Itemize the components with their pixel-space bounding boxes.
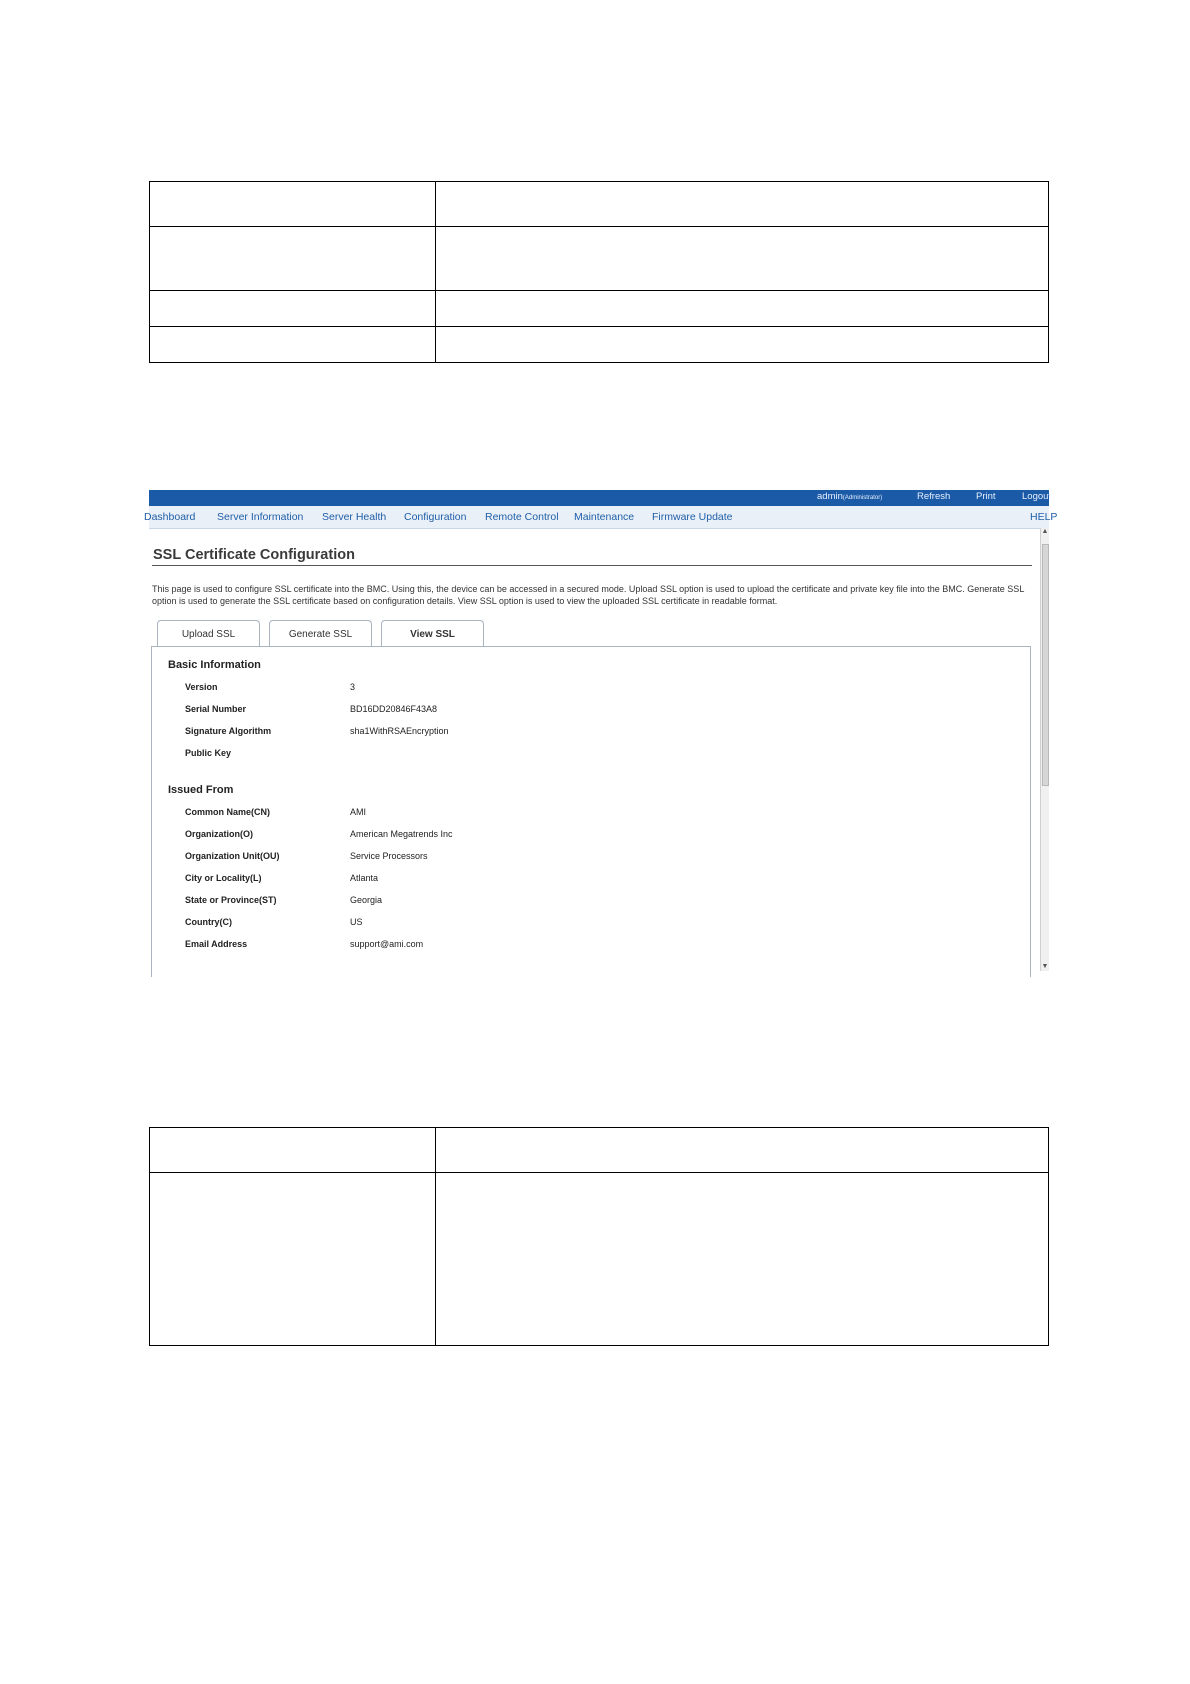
- table-cell: [150, 291, 436, 327]
- field-label: Country(C): [185, 917, 232, 927]
- page-title: SSL Certificate Configuration: [153, 547, 355, 563]
- field-value: AMI: [350, 807, 367, 817]
- scroll-up-icon[interactable]: ▲: [1041, 528, 1049, 535]
- table-cell: [150, 327, 436, 363]
- nav-item-server-information[interactable]: Server Information: [217, 511, 304, 523]
- field-label: Common Name(CN): [185, 807, 271, 817]
- scrollbar-thumb[interactable]: [1042, 544, 1049, 786]
- page-description: This page is used to configure SSL certificate into the BMC. Using this, the device can be accessed in a secured mode. Upload SSL option is used to upload the certificate and private key file into the BMC. Generate SSL option is used to generate the SSL certificate based on configuration details. View SSL option is used to view the uploaded SSL certificate in readable format.: [152, 584, 1024, 606]
- field-label: Version: [185, 682, 218, 692]
- nav-item-server-health[interactable]: Server Health: [322, 511, 387, 523]
- table-cell: [436, 327, 1049, 363]
- table-cell: [150, 1128, 436, 1173]
- table-cell: [436, 1173, 1049, 1346]
- tab-generate-ssl[interactable]: Generate SSL: [269, 620, 372, 647]
- field-label: Public Key: [185, 748, 232, 758]
- field-label: Organization(O): [185, 829, 253, 839]
- field-label: Organization Unit(OU): [185, 851, 280, 861]
- bottom-table: [149, 1127, 1049, 1346]
- field-label: City or Locality(L): [185, 873, 262, 883]
- field-label: Signature Algorithm: [185, 726, 272, 736]
- field-value: Georgia: [350, 895, 383, 905]
- nav-item-maintenance[interactable]: Maintenance: [574, 511, 635, 523]
- user-name: admin(Administrator): [817, 491, 883, 502]
- ssl-config-screenshot: [144, 490, 1058, 971]
- field-value: 3: [350, 682, 356, 692]
- field-value: BD16DD20846F43A8: [350, 704, 438, 714]
- field-value: US: [350, 917, 363, 927]
- top-table: [149, 181, 1049, 363]
- issued-from-heading: Issued From: [168, 784, 234, 796]
- title-divider: [152, 565, 1032, 566]
- user-role: (Administrator): [842, 495, 883, 501]
- nav-bar: [144, 506, 1058, 529]
- field-label: Serial Number: [185, 704, 247, 714]
- field-value: sha1WithRSAEncryption: [350, 726, 449, 736]
- table-cell: [436, 227, 1049, 291]
- table-cell: [150, 227, 436, 291]
- tab-upload-ssl[interactable]: Upload SSL: [157, 620, 260, 647]
- nav-item-remote-control[interactable]: Remote Control: [485, 511, 559, 523]
- table-cell: [436, 182, 1049, 227]
- table-cell: [436, 1128, 1049, 1173]
- logout-link[interactable]: Logout: [1022, 491, 1052, 502]
- top-bar: [149, 490, 1052, 506]
- field-value: support@ami.com: [350, 939, 424, 949]
- nav-item-configuration[interactable]: Configuration: [404, 511, 467, 523]
- scroll-down-icon[interactable]: ▼: [1041, 963, 1049, 970]
- field-value: American Megatrends Inc: [350, 829, 453, 839]
- field-value: Atlanta: [350, 873, 379, 883]
- field-value: Service Processors: [350, 851, 428, 861]
- table-cell: [436, 291, 1049, 327]
- table-cell: [150, 182, 436, 227]
- refresh-link[interactable]: Refresh: [917, 491, 951, 502]
- field-label: Email Address: [185, 939, 248, 949]
- view-ssl-panel: [151, 646, 1031, 977]
- nav-item-firmware-update[interactable]: Firmware Update: [652, 511, 733, 523]
- nav-item-dashboard[interactable]: Dashboard: [144, 511, 196, 523]
- basic-info-heading: Basic Information: [168, 659, 261, 671]
- scrollbar[interactable]: [1040, 528, 1049, 971]
- help-link[interactable]: HELP: [1030, 511, 1058, 523]
- field-label: State or Province(ST): [185, 895, 277, 905]
- table-cell: [150, 1173, 436, 1346]
- print-link[interactable]: Print: [976, 491, 996, 502]
- tab-view-ssl[interactable]: View SSL: [381, 620, 484, 647]
